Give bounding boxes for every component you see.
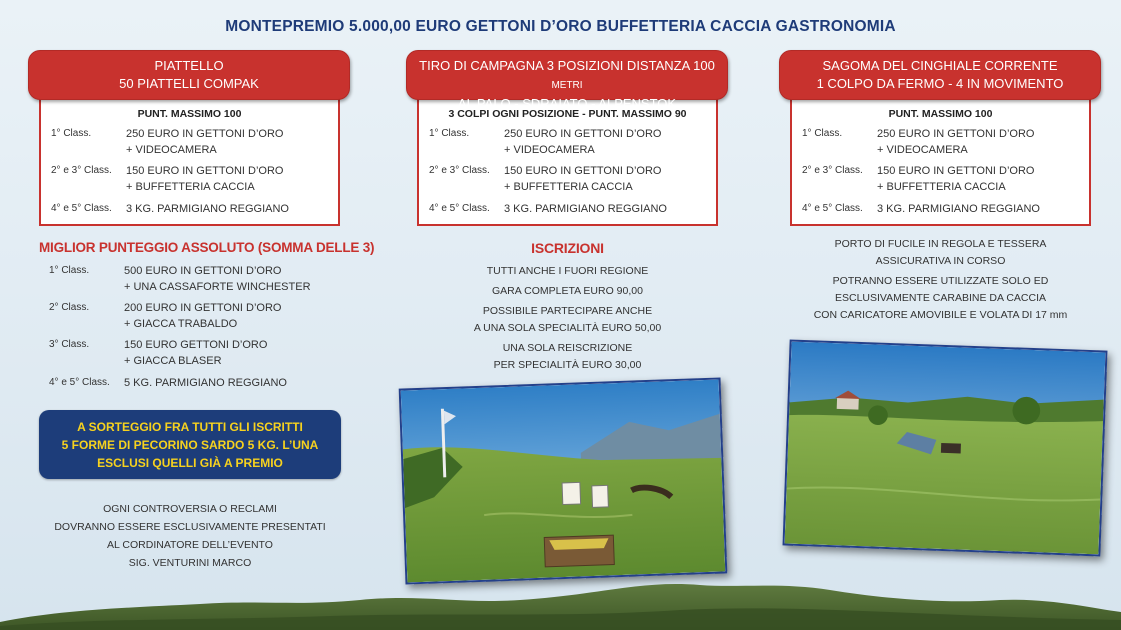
panel-cinghiale-box: [790, 86, 1091, 226]
rules-line: PORTO DI FUCILE IN REGOLA E TESSERA: [834, 238, 1047, 250]
prize-line-1: 150 EURO IN GETTONI D’ORO: [504, 165, 662, 177]
lottery-box: [39, 410, 341, 479]
prize-line-2: + GIACCA TRABALDO: [124, 318, 238, 330]
panel-cinghiale-banner: [779, 50, 1101, 100]
prize-line-1: 250 EURO IN GETTONI D’ORO: [877, 128, 1035, 140]
class-label: 2° e 3° Class.: [429, 165, 490, 176]
prize-line-2: + BUFFETTERIA CACCIA: [126, 181, 255, 193]
prize-line-2: + VIDEOCAMERA: [126, 144, 217, 156]
headline: MONTEPREMIO 5.000,00 EURO GETTONI D’ORO BUFFETTERIA CACCIA GASTRONOMIA: [225, 18, 896, 35]
class-label: 4° e 5° Class.: [51, 203, 112, 214]
rules-text: [790, 236, 1091, 324]
registrations-text: [417, 263, 718, 374]
prize-line-1: 5 KG. PARMIGIANO REGGIANO: [124, 377, 287, 389]
hillside-photo: [783, 340, 1108, 557]
registrations-line: PER SPECIALITÀ EURO 30,00: [493, 359, 642, 371]
prize-line-1: 3 KG. PARMIGIANO REGGIANO: [877, 203, 1040, 215]
class-label: 3° Class.: [49, 339, 90, 350]
class-label: 1° Class.: [429, 128, 470, 139]
prize-line-2: + GIACCA BLASER: [124, 355, 222, 367]
disputes-line: DOVRANNO ESSERE ESCLUSIVAMENTE PRESENTATI: [54, 521, 326, 533]
prize-line-1: 150 EURO GETTONI D’ORO: [124, 339, 268, 351]
class-label: 2° e 3° Class.: [802, 165, 863, 176]
best-score-title: MIGLIOR PUNTEGGIO ASSOLUTO (SOMMA DELLE 3): [39, 240, 375, 255]
rules-line: ESCLUSIVAMENTE CARABINE DA CACCIA: [834, 292, 1047, 304]
prize-line-2: + UNA CASSAFORTE WINCHESTER: [124, 281, 311, 293]
class-label: 1° Class.: [802, 128, 843, 139]
registrations-line: POSSIBILE PARTECIPARE ANCHE: [482, 305, 653, 317]
panel-cinghiale-subtitle: 1 COLPO DA FERMO - 4 IN MOVIMENTO: [816, 76, 1064, 91]
disputes-line: AL CORDINATORE DELL’EVENTO: [107, 539, 273, 551]
panel-piattello-subtitle: 50 PIATTELLI COMPAK: [119, 76, 259, 91]
class-label: 4° e 5° Class.: [429, 203, 490, 214]
class-label: 2° Class.: [49, 302, 90, 313]
rules-line: ASSICURATIVA IN CORSO: [875, 255, 1006, 267]
hillside-photo-image: [785, 342, 1106, 555]
prize-line-1: 150 EURO IN GETTONI D’ORO: [126, 165, 284, 177]
rules-line: CON CARICATORE AMOVIBILE E VOLATA DI 17 mm: [813, 309, 1068, 321]
panel-tiro-title-main: TIRO DI CAMPAGNA 3 POSIZIONI DISTANZA 100: [419, 58, 715, 73]
class-label: 2° e 3° Class.: [51, 165, 112, 176]
panel-tiro-banner: [406, 50, 728, 111]
panel-tiro-head: 3 COLPI OGNI POSIZIONE - PUNT. MASSIMO 90: [448, 108, 687, 120]
class-label: 1° Class.: [49, 265, 90, 276]
lottery-line-3: ESCLUSI QUELLI GIÀ A PREMIO: [97, 456, 283, 470]
panel-cinghiale-head: PUNT. MASSIMO 100: [888, 108, 993, 120]
panel-piattello-box: [39, 86, 340, 226]
prize-line-2: + VIDEOCAMERA: [877, 144, 968, 156]
registrations-line: GARA COMPLETA EURO 90,00: [492, 285, 643, 297]
panel-tiro-title: [407, 57, 727, 95]
panel-piattello-head: PUNT. MASSIMO 100: [137, 108, 242, 120]
class-label: 4° e 5° Class.: [49, 377, 110, 388]
rules-line: POTRANNO ESSERE UTILIZZATE SOLO ED: [832, 275, 1049, 287]
prize-line-1: 500 EURO IN GETTONI D’ORO: [124, 265, 282, 277]
registrations-line: A UNA SOLA SPECIALITÀ EURO 50,00: [473, 322, 662, 334]
lottery-line-2: 5 FORME DI PECORINO SARDO 5 KG. L’UNA: [61, 438, 319, 452]
prize-line-1: 3 KG. PARMIGIANO REGGIANO: [126, 203, 289, 215]
prize-line-2: + BUFFETTERIA CACCIA: [877, 181, 1006, 193]
prize-line-1: 200 EURO IN GETTONI D’ORO: [124, 302, 282, 314]
disputes-line: OGNI CONTROVERSIA O RECLAMI: [103, 503, 277, 515]
panel-tiro-subtitle: AL PALO - SDRAIATO - ALPENSTOK: [457, 96, 677, 111]
panel-piattello-title: PIATTELLO: [154, 58, 224, 73]
prize-line-2: + VIDEOCAMERA: [504, 144, 595, 156]
shooting-range-photo: [399, 377, 728, 584]
registrations-line: TUTTI ANCHE I FUORI REGIONE: [486, 265, 649, 277]
prize-line-1: 250 EURO IN GETTONI D’ORO: [504, 128, 662, 140]
class-label: 4° e 5° Class.: [802, 203, 863, 214]
panel-tiro-title-small: METRI: [551, 80, 583, 91]
shooting-range-photo-image: [401, 380, 726, 583]
prize-line-1: 150 EURO IN GETTONI D’ORO: [877, 165, 1035, 177]
class-label: 1° Class.: [51, 128, 92, 139]
panel-piattello-banner: [28, 50, 350, 100]
prize-line-1: 3 KG. PARMIGIANO REGGIANO: [504, 203, 667, 215]
disputes-line: SIG. VENTURINI MARCO: [128, 557, 252, 569]
prize-line-1: 250 EURO IN GETTONI D’ORO: [126, 128, 284, 140]
registrations-line: UNA SOLA REISCRIZIONE: [502, 342, 633, 354]
prize-line-2: + BUFFETTERIA CACCIA: [504, 181, 633, 193]
registrations-title: ISCRIZIONI: [531, 240, 604, 256]
panel-cinghiale-title: SAGOMA DEL CINGHIALE CORRENTE: [822, 58, 1058, 73]
lottery-line-1: A SORTEGGIO FRA TUTTI GLI ISCRITTI: [77, 420, 303, 434]
mountain-landscape: [0, 560, 1121, 630]
